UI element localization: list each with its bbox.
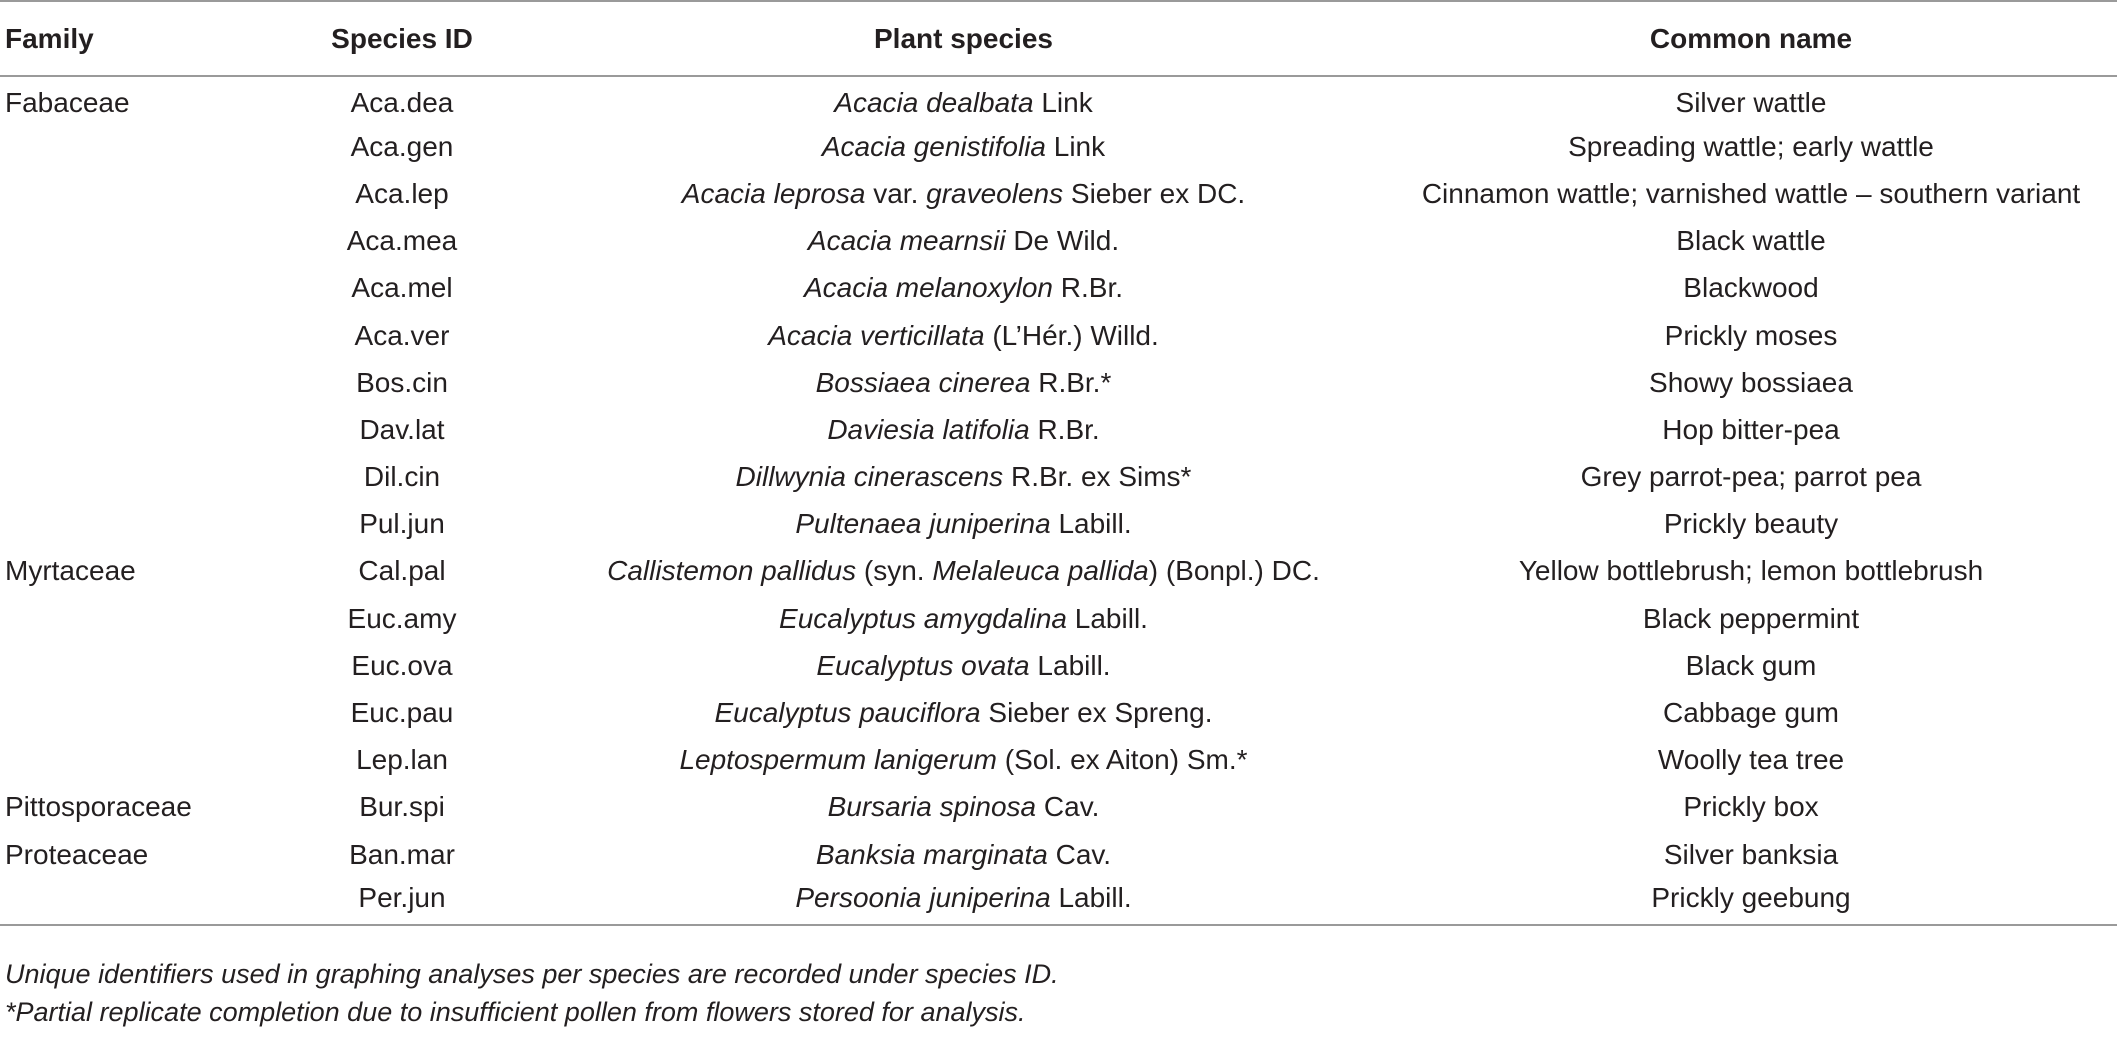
family-cell [0,406,262,453]
species-authority: R.Br. ex Sims* [1010,461,1192,493]
species-authority: ) (Bonpl.) DC. [1148,555,1320,587]
species-authority: Labill. [1058,508,1132,540]
species-authority: Labill. [1074,602,1148,634]
footnote-species-id: Unique identifiers used in graphing analyses per species are recorded under species ID. [5,959,1059,989]
common-name-cell: Black gum [1685,649,1817,681]
species-binomial: Bossiaea cinerea [815,366,1031,398]
table-row [0,359,2117,406]
header-plant-species: Plant species [542,1,1385,76]
common-name-cell: Woolly tea tree [1657,744,1845,776]
common-name-cell: Silver banksia [1663,838,1839,870]
plant-species-cell [542,312,1385,359]
family-cell [0,737,262,784]
table-footnotes [5,955,1059,1031]
plant-species-cell [542,548,1385,595]
species-id-cell: Cal.pal [358,555,446,587]
common-name-cell: Prickly geebung [1385,878,2117,925]
table-row [0,501,2117,548]
species-binomial: Persoonia juniperina [795,882,1051,914]
header-row [0,1,2117,76]
species-id-cell: Aca.mea [346,225,458,257]
table-row [0,312,2117,359]
common-name-cell: Prickly box [1683,791,1819,823]
common-name-cell: Spreading wattle; early wattle [1568,130,1934,162]
table-row [0,548,2117,595]
species-id-cell: Aca.dea [350,87,454,119]
species-authority: R.Br. [1060,272,1124,304]
species-binomial: Eucalyptus pauciflora [714,697,981,729]
common-name-cell: Cinnamon wattle; varnished wattle – southern variant [1421,177,2081,209]
table-row [0,595,2117,642]
table-row [0,784,2117,831]
species-binomial: Pultenaea juniperina [795,508,1051,540]
family-cell [0,501,262,548]
plant-species-cell [542,595,1385,642]
table-row [0,265,2117,312]
header-species-id: Species ID [262,1,542,76]
species-id-cell: Aca.gen [350,130,454,162]
table-row [0,737,2117,784]
species-synonym-prefix: (syn. [863,555,925,587]
species-binomial: Acacia genistifolia [821,130,1046,162]
table-row [0,218,2117,265]
species-binomial: Acacia verticillata [768,319,985,351]
plant-species-cell [542,359,1385,406]
species-binomial: Daviesia latifolia [827,413,1030,445]
species-authority: Cav. [1055,838,1112,870]
species-authority: (L’Hér.) Willd. [992,319,1159,351]
plant-species-cell [542,784,1385,831]
species-variety: graveolens [926,177,1064,209]
species-binomial: Eucalyptus ovata [816,649,1030,681]
species-id-cell: Euc.pau [350,697,454,729]
common-name-cell: Silver wattle [1675,87,1827,119]
table-row [0,170,2117,217]
table-row [0,831,2117,878]
species-authority: R.Br.* [1038,366,1112,398]
table-row [0,689,2117,736]
common-name-cell: Prickly moses [1664,319,1838,351]
plant-species-cell [542,642,1385,689]
plant-species-cell [542,878,1385,925]
species-binomial: Acacia mearnsii [807,225,1006,257]
species-id-cell: Bur.spi [359,791,445,823]
plant-species-cell [542,218,1385,265]
species-id-cell: Aca.lep [355,177,449,209]
table-row [0,123,2117,170]
common-name-cell: Hop bitter-pea [1662,413,1840,445]
species-synonym: Melaleuca pallida [932,555,1149,587]
species-authority: De Wild. [1013,225,1120,257]
table-row [0,406,2117,453]
family-cell [0,218,262,265]
family-cell: Myrtaceae [5,555,136,587]
plant-species-cell [542,737,1385,784]
species-id-cell: Pul.jun [359,508,445,540]
family-cell [0,170,262,217]
species-authority: R.Br. [1037,413,1100,445]
species-authority: Link [1053,130,1106,162]
species-id-cell: Aca.ver [354,319,450,351]
species-id-cell: Dav.lat [359,413,445,445]
plant-species-cell [542,265,1385,312]
species-id-cell: Euc.amy [347,602,457,634]
family-cell [0,265,262,312]
common-name-cell: Black wattle [1676,225,1826,257]
common-name-cell: Grey parrot-pea; parrot pea [1580,461,1922,493]
family-cell [0,359,262,406]
family-cell: Proteaceae [5,838,149,870]
species-authority: Link [1041,87,1093,119]
family-cell [0,689,262,736]
family-cell [0,642,262,689]
species-binomial: Dillwynia cinerascens [735,461,1004,493]
plant-species-cell [542,170,1385,217]
species-authority: Sieber ex Spreng. [988,697,1213,729]
species-binomial: Banksia marginata [815,838,1048,870]
common-name-cell: Yellow bottlebrush; lemon bottlebrush [1518,555,1984,587]
species-authority: Labill. [1037,649,1111,681]
common-name-cell: Cabbage gum [1663,697,1839,729]
species-binomial: Callistemon pallidus [607,555,857,587]
plant-species-cell [542,406,1385,453]
common-name-cell: Black peppermint [1642,602,1860,634]
table-body [0,76,2117,925]
species-authority: (Sol. ex Aiton) Sm.* [1004,744,1248,776]
footnote-partial-replicate: *Partial replicate completion due to insufficient pollen from flowers stored for analysis. [5,997,1026,1027]
table-row [0,878,2117,925]
common-name-cell: Prickly beauty [1663,508,1839,540]
species-id-cell: Lep.lan [356,744,448,776]
family-cell [0,454,262,501]
species-id-cell: Ban.mar [349,838,455,870]
species-binomial: Eucalyptus amygdalina [779,602,1067,634]
header-family: Family [0,1,262,76]
species-authority: Labill. [1058,882,1132,914]
species-id-cell: Per.jun [262,878,542,925]
family-cell [0,878,262,925]
species-binomial: Bursaria spinosa [827,791,1037,823]
table-row [0,76,2117,123]
species-id-cell: Euc.ova [351,649,453,681]
species-binomial: Acacia melanoxylon [803,272,1053,304]
family-cell [0,123,262,170]
plant-species-cell [542,123,1385,170]
species-id-cell: Aca.mel [351,272,453,304]
plant-species-cell [542,454,1385,501]
table-row [0,642,2117,689]
species-authority: Sieber ex DC. [1070,177,1246,209]
table-header [0,1,2117,76]
table-row [0,454,2117,501]
species-binomial: Leptospermum lanigerum [679,744,997,776]
common-name-cell: Blackwood [1683,272,1819,304]
species-id-cell: Dil.cin [363,461,441,493]
plant-species-cell [542,76,1385,123]
species-id-cell: Bos.cin [356,366,448,398]
species-authority: Cav. [1043,791,1100,823]
plant-species-cell [542,689,1385,736]
family-cell: Pittosporaceae [5,791,192,823]
family-cell [0,312,262,359]
common-name-cell: Showy bossiaea [1649,366,1853,398]
plant-species-cell [542,501,1385,548]
species-binomial: Acacia leprosa [681,177,866,209]
plant-species-cell [542,831,1385,878]
species-binomial: Acacia dealbata [834,87,1034,119]
header-common-name: Common name [1385,1,2117,76]
family-cell: Fabaceae [5,87,130,119]
species-rank: var. [873,177,919,209]
family-cell [0,595,262,642]
